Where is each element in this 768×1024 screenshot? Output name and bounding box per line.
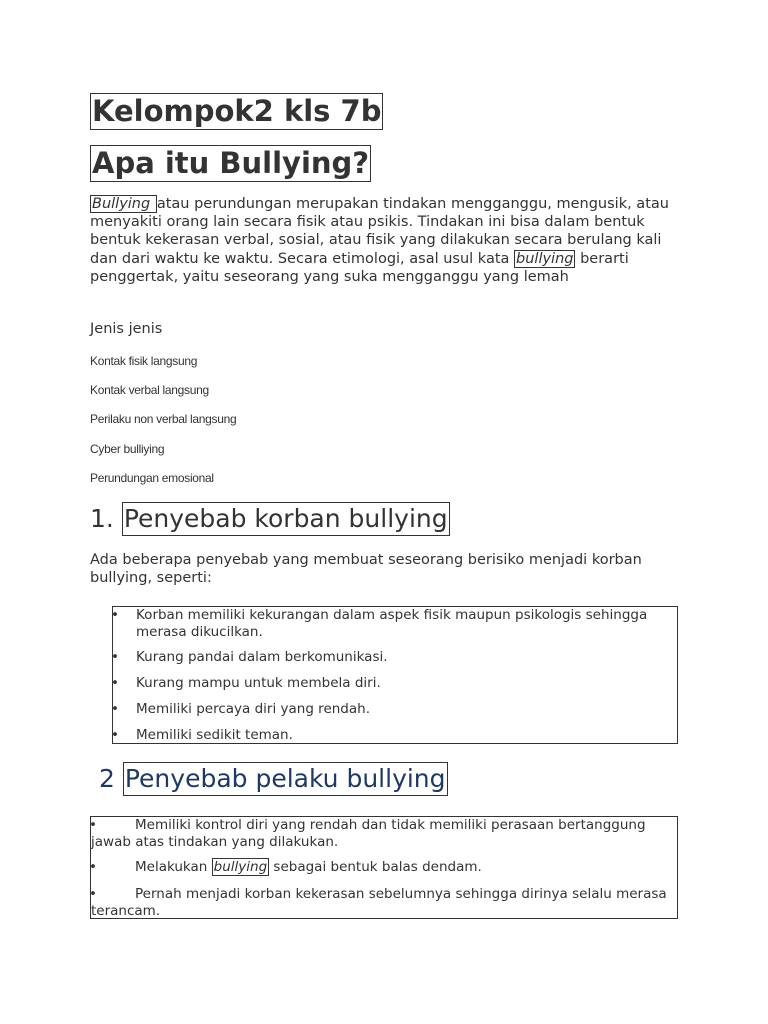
list-item-text: Kurang pandai dalam berkomunikasi. [136, 649, 388, 665]
list-item: Kontak fisik langsung [90, 354, 198, 368]
jenis-list [90, 353, 236, 499]
list-item [113, 649, 653, 666]
section1-heading [90, 502, 450, 536]
list-item-text: Pernah menjadi korban kekerasan sebelumnya sehingga dirinya selalu merasa terancam. [91, 886, 667, 919]
main-heading: Apa itu Bullying? [92, 146, 370, 180]
section2-number: 2 [99, 764, 123, 793]
intro-text-1: atau perundungan merupakan tindakan mengganggu, mengusik, atau menyakiti orang lain secara fisik atau psikis. Tindakan ini bisa dalam bentuk bentuk kekerasan verbal, sosial, atau fisik yang dilakukan secara berulang kali dan dari waktu ke waktu. Secara etimologi, asal usul kata [90, 196, 669, 267]
list-item [113, 607, 653, 640]
list-item: Kontak verbal langsung [90, 383, 209, 398]
section2-heading [99, 762, 448, 796]
bullet-icon: • [111, 701, 119, 717]
item2-post: sebagai bentuk balas dendam. [269, 859, 482, 875]
list-item-text [91, 859, 671, 876]
page-title: Kelompok2 kls 7b [92, 94, 382, 128]
item2-pre: Melakukan [135, 859, 212, 875]
section2-list [90, 816, 678, 919]
list-item [91, 817, 671, 850]
list-item [113, 675, 653, 692]
bullet-icon: • [89, 859, 97, 875]
intro-paragraph [90, 195, 670, 286]
section1-list [112, 606, 678, 744]
bullet-icon: • [111, 607, 119, 623]
list-item [91, 859, 671, 876]
list-item-text: Korban memiliki kekurangan dalam aspek fisik maupun psikologis sehingga merasa dikucilkan. [136, 607, 648, 640]
section1-title: Penyebab korban bullying [122, 502, 450, 536]
list-item-text: Memiliki percaya diri yang rendah. [136, 701, 370, 717]
list-item: Cyber bulliying [90, 441, 165, 456]
list-item [113, 701, 653, 718]
list-item-text: Memiliki sedikit teman. [136, 727, 293, 743]
bullet-icon: • [111, 649, 119, 665]
list-item [91, 886, 671, 919]
term-bullying-3: bullying [213, 859, 268, 875]
list-item: Perundungan emosional [90, 470, 214, 485]
section2-title: Penyebab pelaku bullying [123, 762, 448, 796]
list-item-text: Kurang mampu untuk membela diri. [136, 675, 381, 691]
bullet-icon: • [111, 675, 119, 691]
list-item: Perilaku non verbal langsung [90, 412, 237, 427]
section1-number: 1. [90, 504, 122, 533]
bullet-icon: • [89, 886, 97, 902]
term-bullying: Bullying [92, 196, 155, 212]
term-bullying-2: bullying [516, 250, 574, 267]
jenis-label: Jenis jenis [90, 321, 163, 337]
bullet-icon: • [89, 817, 97, 833]
bullet-icon: • [111, 727, 119, 743]
section1-intro: Ada beberapa penyebab yang membuat seseorang berisiko menjadi korban bullying, seperti: [90, 552, 642, 586]
list-item [113, 727, 653, 744]
list-item-text: Memiliki kontrol diri yang rendah dan tidak memiliki perasaan bertanggung jawab atas tindakan yang dilakukan. [91, 817, 646, 850]
intro-text-2: berarti penggertak, yaitu seseorang yang suka mengganggu yang lemah [90, 250, 629, 285]
